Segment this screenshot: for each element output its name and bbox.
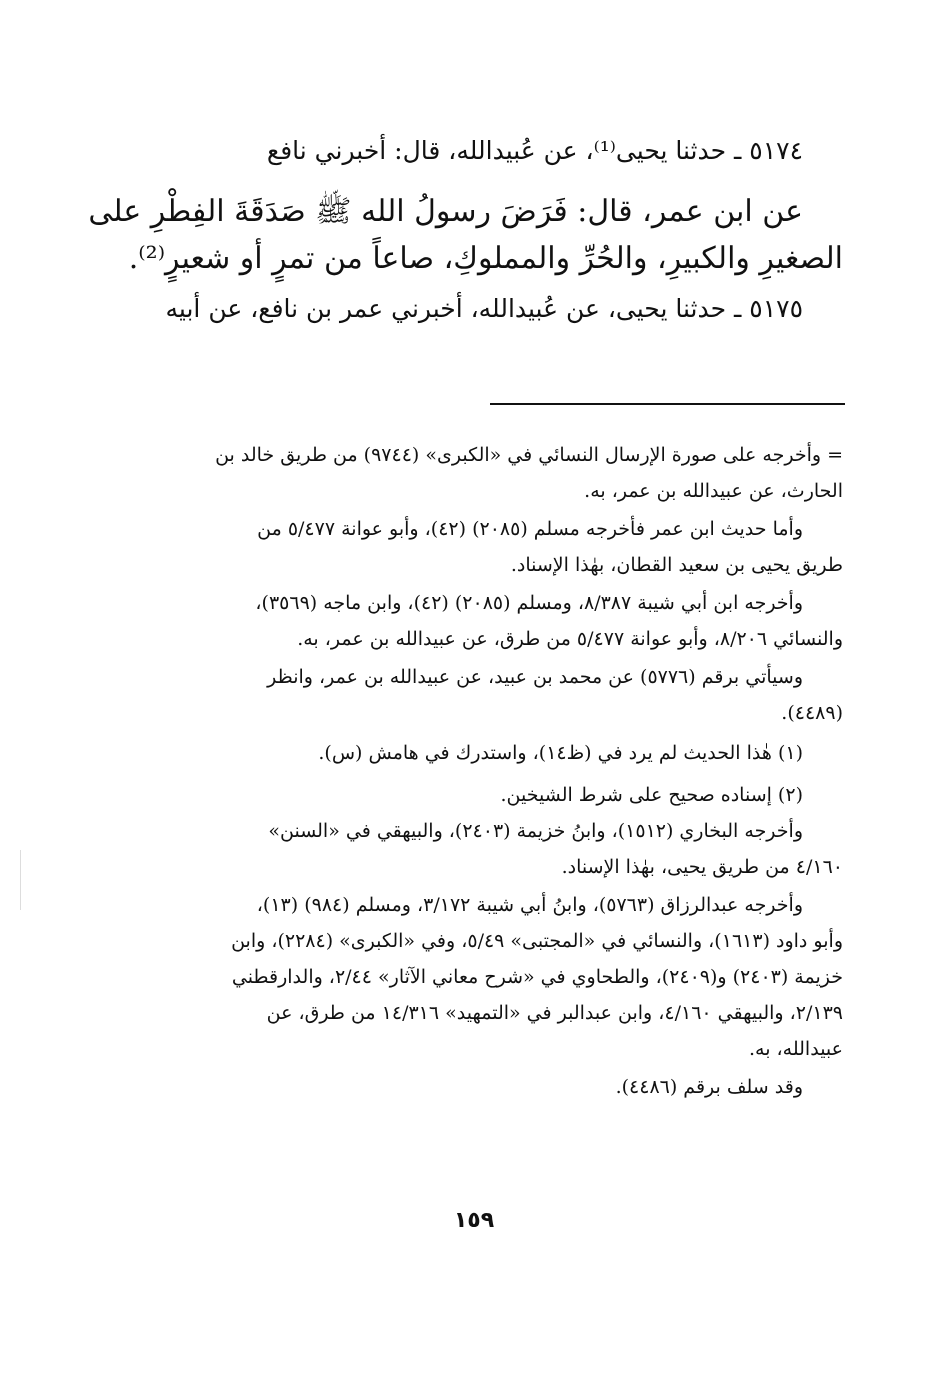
hadith-5174-line-3: الصغيرِ والكبيرِ، والحُرِّ والمملوكِ، صاعاً من تمرٍ أو شعيرٍ⁽²⁾. [128, 241, 843, 276]
footnote-line: وأخرجه البخاري (١٥١٢)، وابنُ خزيمة (٢٤٠٣)، والبيهقي في «السنن» [268, 820, 803, 842]
footnote-line: ٤/١٦٠ من طريق يحيى، بهٰذا الإسناد. [561, 856, 843, 878]
footnote-line: عبيدالله، به. [748, 1038, 843, 1060]
footnote-separator [490, 403, 845, 405]
hadith-5174-line-2: عن ابن عمر، قال: فَرَضَ رسولُ الله ﷺ صَدَقَةَ الفِطْرِ على [88, 194, 803, 229]
scan-margin-mark [20, 850, 21, 910]
footnote-line: وأخرجه ابن أبي شيبة ٨/٣٨٧، ومسلم (٢٠٨٥) (٤٢)، وابن ماجه (٣٥٦٩)، [255, 592, 803, 614]
hadith-5175-line-1: ٥١٧٥ ـ حدثنا يحيى، عن عُبيدالله، أخبرني عمر بن نافع، عن أبيه [165, 294, 803, 323]
footnote-line: وأما حديث ابن عمر فأخرجه مسلم (٢٠٨٥) (٤٢)، وأبو عوانة ٥/٤٧٧ من [257, 518, 803, 540]
footnote-line: (٤٤٨٩). [781, 702, 843, 724]
main-text [88, 135, 843, 325]
hadith-5174-line-1: ٥١٧٤ ـ حدثنا يحيى⁽¹⁾، عن عُبيدالله، قال: أخبرني نافع [266, 136, 803, 165]
footnote-1: (١) هٰذا الحديث لم يرد في (ظ١٤)، واستدرك في هامش (س). [318, 742, 803, 764]
footnote-line: وسيأتي برقم (٥٧٧٦) عن محمد بن عبيد، عن عبيدالله بن عمر، وانظر [267, 666, 803, 688]
footnote-line: طريق يحيى بن سعيد القطان، بهٰذا الإسناد. [510, 554, 843, 576]
footnote-2: (٢) إسناده صحيح على شرط الشيخين. [500, 784, 803, 806]
footnote-line: الحارث، عن عبيدالله بن عمر، به. [584, 480, 843, 502]
footnote-line: والنسائي ٨/٢٠٦، وأبو عوانة ٥/٤٧٧ من طرق، عن عبيدالله بن عمر، به. [297, 628, 843, 650]
footnotes [140, 440, 843, 1102]
footnote-line: خزيمة (٢٤٠٣) و(٢٤٠٩)، والطحاوي في «شرح معاني الآثار» ٢/٤٤، والدارقطني [231, 966, 843, 988]
footnote-line: وأخرجه عبدالرزاق (٥٧٦٣)، وابنُ أبي شيبة ٣/١٧٢، ومسلم (٩٨٤) (١٣)، [256, 894, 803, 916]
footnote-line: وأبو داود (١٦١٣)، والنسائي في «المجتبى» ٥/٤٩، وفي «الكبرى» (٢٢٨٤)، وابن [231, 930, 843, 952]
footnote-line: ٢/١٣٩، والبيهقي ٤/١٦٠، وابن عبدالبر في «التمهيد» ١٤/٣١٦ من طرق، عن [266, 1002, 843, 1024]
footnote-line: وقد سلف برقم (٤٤٨٦). [615, 1076, 803, 1098]
page-number: ١٥٩ [453, 1208, 495, 1233]
footnote-line: = وأخرجه على صورة الإرسال النسائي في «الكبرى» (٩٧٤٤) من طريق خالد بن [215, 444, 843, 466]
